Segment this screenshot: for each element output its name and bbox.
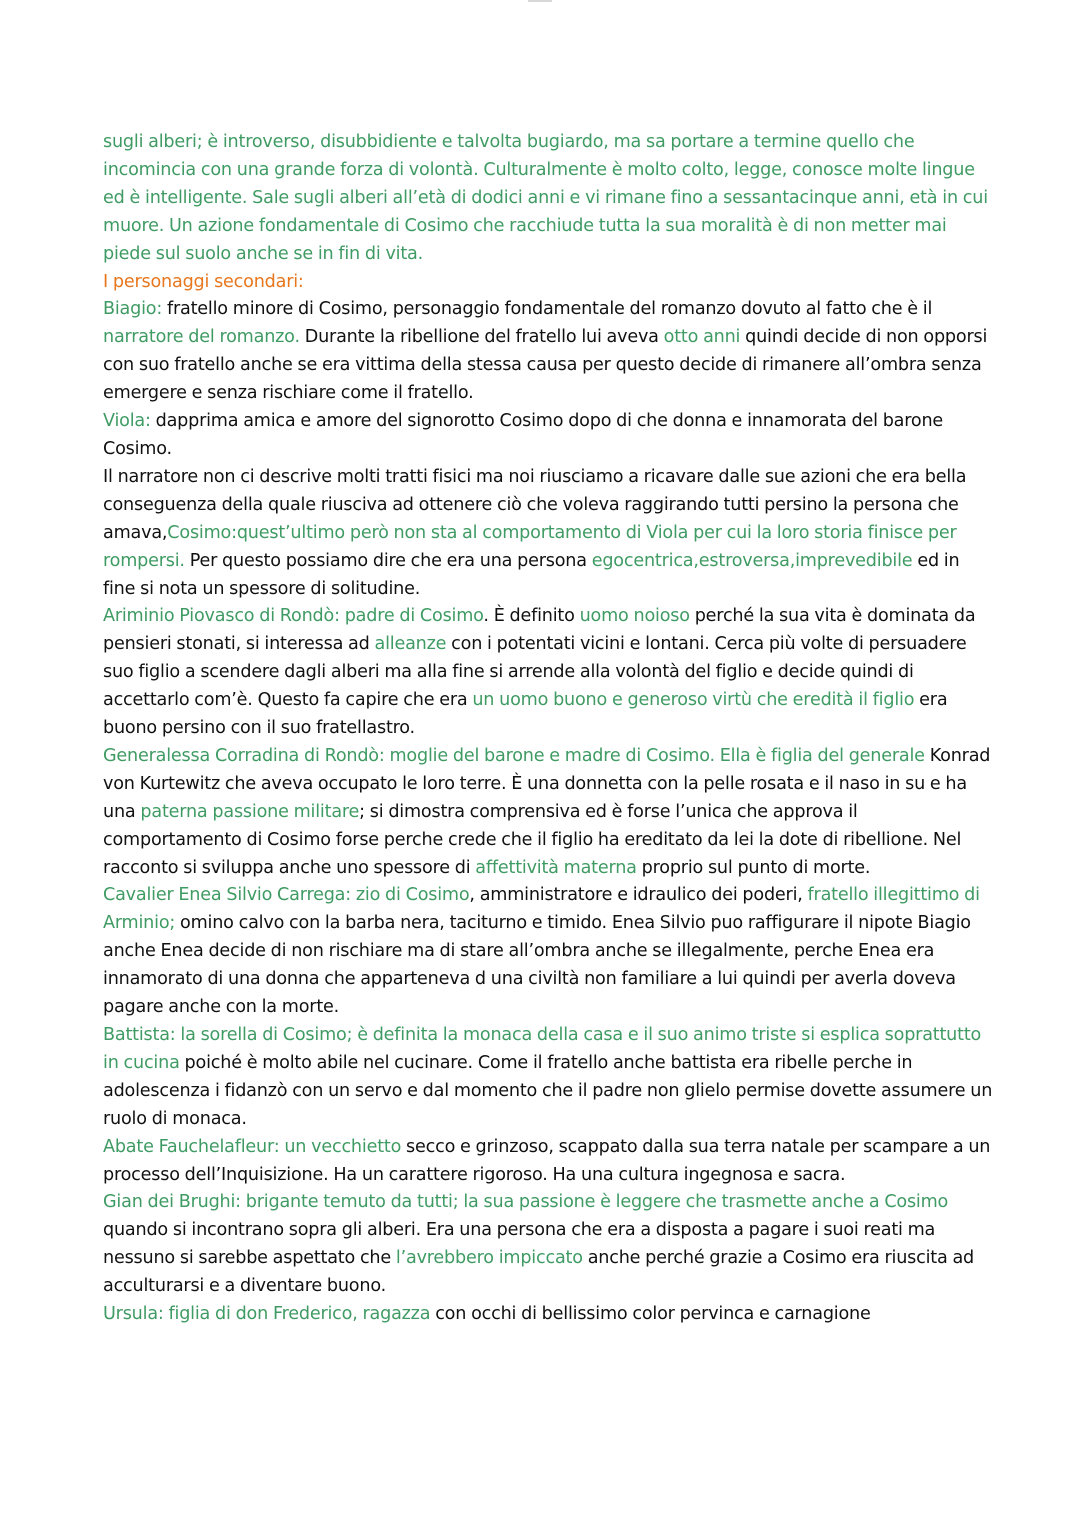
text-segment: , amministratore e idraulico dei poderi, — [469, 885, 808, 906]
text-segment: ; si dimostra comprensiva ed è forse l’unica che approva il comportamento di Cosimo forse perche crede che il figlio ha ereditato da lei la dote di ribellione. Nel racconto si sviluppa anche uno spessore di — [103, 801, 962, 878]
secondary-characters-heading — [103, 269, 993, 297]
text-segment: fratello minore di Cosimo, personaggio fondamentale del romanzo dovuto al fatto che è il — [162, 299, 933, 320]
text-segment: Cosimo:quest’ultimo però non sta al comportamento di Viola per cui la loro storia finisce per rompersi. — [103, 522, 957, 571]
text-segment: paterna passione militare — [140, 801, 360, 822]
viola-description — [103, 408, 993, 464]
ursula-description — [103, 1301, 993, 1329]
viola-analysis — [103, 464, 993, 604]
text-segment: Generalessa Corradina di Rondò: moglie del barone e madre di Cosimo. Ella è figlia del generale — [103, 745, 925, 766]
text-segment: anche perché grazie a Cosimo era riuscita ad acculturarsi e a diventare buono. — [103, 1248, 974, 1297]
text-segment: alleanze — [374, 634, 447, 655]
text-segment: quando si incontrano sopra gli alberi. Era una persona che era a disposta a pagare i suoi reati ma nessuno si sarebbe aspettato che — [103, 1220, 936, 1269]
text-segment: Abate Fauchelafleur: un vecchietto — [103, 1136, 402, 1157]
text-segment: perché la sua vita è dominata da pensieri stonati, si interessa ad — [103, 606, 976, 655]
text-segment: dapprima amica e amore del signorotto Cosimo dopo di che donna e innamorata del barone Cosimo. — [103, 411, 944, 459]
fauchelafleur-description — [103, 1134, 993, 1190]
enea-silvio-description — [103, 882, 993, 1022]
text-segment: Battista: la sorella di Cosimo; è definita la monaca della casa e il suo animo triste si esplica soprattutto in cucina — [103, 1025, 982, 1073]
text-segment: otto anni — [663, 327, 741, 348]
biagio-description — [103, 296, 993, 408]
text-segment: Cavalier Enea Silvio Carrega: zio di Cosimo — [103, 885, 470, 906]
document-page — [103, 129, 993, 1329]
gian-dei-brughi-description — [103, 1189, 993, 1301]
text-segment: poiché è molto abile nel cucinare. Come il fratello anche battista era ribelle perche in adolescenza i fidanzò con un servo e dal momento che il padre non glielo permise dovette assumere un ruolo di monaca. — [103, 1052, 993, 1129]
text-segment: Viola: — [103, 411, 151, 432]
text-segment: con occhi di bellissimo color pervinca e carnagione — [430, 1304, 871, 1325]
text-segment: secco e grinzoso, scappato dalla sua terra natale per scampare a un processo dell’Inquisizione. Ha un carattere rigoroso. Ha una cultura ingegnosa e sacra. — [103, 1136, 991, 1185]
text-segment: I personaggi secondari: — [103, 271, 304, 292]
text-segment: Ursula: figlia di don Frederico, ragazza — [103, 1304, 431, 1325]
text-segment: proprio sul punto di morte. — [636, 857, 871, 878]
battista-description — [103, 1022, 993, 1134]
text-segment: con i potentati vicini e lontani. Cerca più volte di persuadere suo figlio a scendere dagli alberi ma alla fine si arrende alla volontà del figlio e decide quindi di accettarlo com’è. Questo fa capire che era — [103, 634, 967, 711]
text-segment: Biagio: — [103, 299, 163, 320]
corradina-description — [103, 743, 993, 883]
text-segment: era buono persino con il suo fratellastro. — [103, 690, 948, 739]
text-segment: un uomo buono e generoso virtù che eredità il figlio — [472, 690, 915, 711]
text-segment: uomo noioso — [579, 606, 690, 627]
text-segment: ed in fine si nota un spessore di solitudine. — [103, 550, 960, 599]
text-segment: l’avrebbero impiccato — [395, 1248, 583, 1269]
text-segment: . È definito — [483, 606, 580, 627]
arminio-description — [103, 603, 993, 743]
text-segment: sugli alberi; è introverso, disubbidiente e talvolta bugiardo, ma sa portare a termine quello che incomincia con una grande forza di volontà. Culturalmente è molto colto, legge, conosce molte lingue ed è intelligente. Sale sugli alberi all’età di dodici anni e vi rimane fino a sessantacinque anni, età in cui muore. Un azione fondamentale di Cosimo che racchiude tutta la sua moralità è di non metter mai piede sul suolo anche se in fin di vita. — [103, 132, 988, 264]
text-segment: Ariminio Piovasco di Rondò: padre di Cosimo — [103, 606, 484, 627]
top-page-mark — [528, 0, 552, 2]
text-segment: Il narratore non ci descrive molti tratti fisici ma noi riusciamo a ricavare dalle sue azioni che era bella conseguenza della quale riusciva ad ottenere ciò che voleva raggirando tutti persino la persona che amava, — [103, 466, 967, 543]
text-segment: egocentrica,estroversa,imprevedibile — [591, 550, 913, 571]
text-segment: omino calvo con la barba nera, taciturno e timido. Enea Silvio puo raffigurare il nipote Biagio anche Enea decide di non rischiare ma di stare all’ombra anche se illegalmente, perche Enea era innamorato di una donna che apparteneva d una civiltà non familiare a lui quindi per averla doveva pagare anche con la morte. — [103, 913, 971, 1018]
text-segment: Per questo possiamo dire che era una persona — [184, 550, 592, 571]
text-segment: affettività materna — [475, 857, 637, 878]
text-segment: Durante la ribellione del fratello lui aveva — [299, 327, 664, 348]
text-segment: Gian dei Brughi: brigante temuto da tutti; la sua passione è leggere che trasmette anche a Cosimo — [103, 1192, 949, 1213]
text-segment: quindi decide di non opporsi con suo fratello anche se era vittima della stessa causa per questo decide di rimanere all’ombra senza emergere e senza rischiare come il fratello. — [103, 327, 988, 404]
text-segment: narratore del romanzo. — [103, 327, 300, 348]
text-segment: Konrad von Kurtewitz che aveva occupato le loro terre. È una donnetta con la pelle rosata e il naso in su e ha una — [103, 745, 991, 822]
text-segment: fratello illegittimo di Arminio; — [103, 885, 980, 934]
cosimo-description — [103, 129, 993, 269]
